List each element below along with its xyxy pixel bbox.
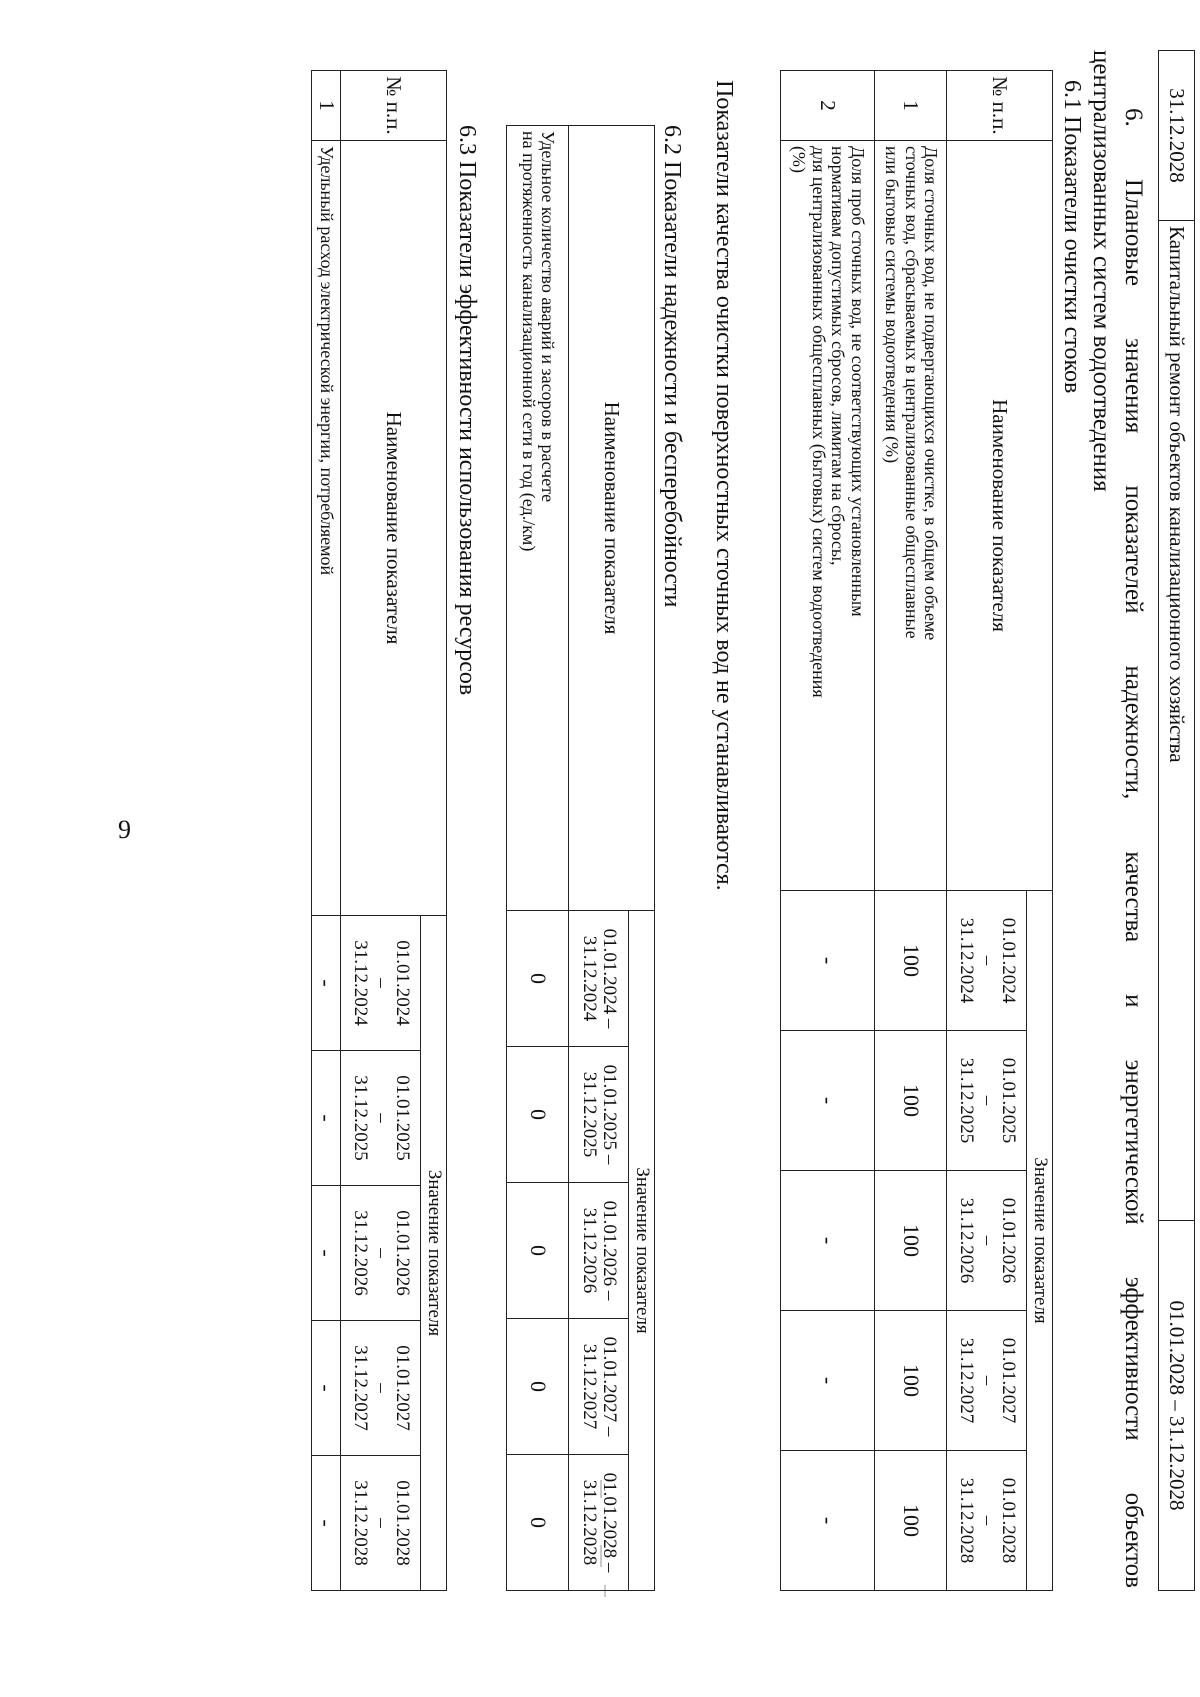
value-cell: - bbox=[781, 1311, 875, 1451]
t63-period: 01.01.2025 – 31.12.2025 bbox=[341, 1051, 421, 1186]
schedule-table bbox=[1158, 50, 1195, 1591]
value-cell: - bbox=[311, 1051, 340, 1186]
t62-period: 01.01.2027 – 31.12.2027 bbox=[569, 1319, 629, 1455]
value-cell: - bbox=[781, 1451, 875, 1591]
value-cell: 100 bbox=[875, 1451, 947, 1591]
t63-period: 01.01.2024 – 31.12.2024 bbox=[341, 916, 421, 1051]
t63-col-value: Значение показателя bbox=[421, 916, 447, 1591]
t62-title: 6.2 Показатели надежности и бесперебойности bbox=[659, 125, 685, 608]
value-cell: 100 bbox=[875, 1311, 947, 1451]
row-num: 1 bbox=[311, 71, 340, 141]
value-cell: - bbox=[311, 1321, 340, 1456]
t61-table bbox=[780, 70, 1053, 1591]
t63-period: 01.01.2028 – 31.12.2028 bbox=[341, 1456, 421, 1591]
value-cell: 0 bbox=[507, 1047, 569, 1183]
value-cell: - bbox=[311, 916, 340, 1051]
table-row bbox=[311, 71, 340, 1591]
t63-col-num: № п.п. bbox=[341, 71, 447, 141]
value-cell: 100 bbox=[875, 1031, 947, 1171]
value-cell: - bbox=[311, 1186, 340, 1321]
t61-col-num: № п.п. bbox=[947, 71, 1053, 141]
t63-title: 6.3 Показатели эффективности использования ресурсов bbox=[454, 125, 480, 696]
row-num: 2 bbox=[781, 71, 875, 141]
page-number: 9 bbox=[118, 815, 131, 844]
t61-period: 01.01.2027 – 31.12.2027 bbox=[947, 1311, 1027, 1451]
row-num: 1 bbox=[875, 71, 947, 141]
t63-period: 01.01.2026 – 31.12.2026 bbox=[341, 1186, 421, 1321]
schedule-date: 31.12.2028 bbox=[1159, 51, 1195, 221]
t62-period: 01.01.2024 – 31.12.2024 bbox=[569, 911, 629, 1047]
rotated-page-content bbox=[45, 50, 1195, 1630]
value-cell: - bbox=[781, 1031, 875, 1171]
t62-col-name: Наименование показателя bbox=[569, 126, 655, 911]
t61-period: 01.01.2026 – 31.12.2026 bbox=[947, 1171, 1027, 1311]
schedule-work: Капитальный ремонт объектов канализационного хозяйства bbox=[1159, 221, 1195, 1221]
t62-table bbox=[506, 125, 655, 1591]
t61-period: 01.01.2028 – 31.12.2028 bbox=[947, 1451, 1027, 1591]
t61-col-value: Значение показателя bbox=[1027, 891, 1053, 1591]
value-cell: 100 bbox=[875, 891, 947, 1031]
t61-col-name: Наименование показателя bbox=[947, 141, 1053, 891]
value-cell: 0 bbox=[507, 911, 569, 1047]
row-name: Доля проб сточных вод, не соответствующих установленным нормативам допустимых сбросов, лимитам на сбросы, для централизованных общесплавных (бытовых) систем водоотведения (%) bbox=[781, 141, 875, 891]
table-row bbox=[875, 71, 947, 1591]
value-cell: - bbox=[781, 1171, 875, 1311]
t61-period: 01.01.2024 – 31.12.2024 bbox=[947, 891, 1027, 1031]
t61-title: 6.1 Показатели очистки стоков bbox=[1059, 80, 1085, 394]
t63-table bbox=[311, 70, 447, 1591]
table-row bbox=[507, 126, 569, 1591]
value-cell: 0 bbox=[507, 1183, 569, 1319]
schedule-period: 01.01.2028 – 31.12.2028 bbox=[1159, 1221, 1195, 1591]
section6-heading-line2: централизованных систем водоотведения bbox=[1088, 50, 1115, 492]
value-cell: - bbox=[311, 1456, 340, 1591]
row-name: Доля сточных вод, не подвергающихся очистке, в общем объеме сточных вод, сбрасываемых в централизованные общесплавные или бытовые системы водоотведения (%) bbox=[875, 141, 947, 891]
value-cell: 100 bbox=[875, 1171, 947, 1311]
t61-period: 01.01.2025 – 31.12.2025 bbox=[947, 1031, 1027, 1171]
value-cell: 0 bbox=[507, 1319, 569, 1455]
t62-period: 01.01.2026 – 31.12.2026 bbox=[569, 1183, 629, 1319]
t62-period: 01.01.2028 – 31.12.2028 bbox=[569, 1455, 629, 1591]
t63-period: 01.01.2027 – 31.12.2027 bbox=[341, 1321, 421, 1456]
t62-col-value: Значение показателя bbox=[629, 911, 655, 1591]
table-row bbox=[781, 71, 875, 1591]
section6-heading-line1: 6. Плановые значения показателей надежности, качества и энергетической эффективности объектов bbox=[1120, 108, 1147, 1588]
row-name: Удельный расход электрической энергии, потребляемой bbox=[311, 141, 340, 916]
t63-col-name: Наименование показателя bbox=[341, 141, 447, 916]
row-name: Удельное количество аварий и засоров в расчете на протяженность канализационной сети в год (ед./км) bbox=[507, 126, 569, 911]
value-cell: - bbox=[781, 891, 875, 1031]
t62-period: 01.01.2025 – 31.12.2025 bbox=[569, 1047, 629, 1183]
surface-note: Показатели качества очистки поверхностных сточных вод не устанавливаются. bbox=[711, 80, 737, 891]
value-cell: 0 bbox=[507, 1455, 569, 1591]
